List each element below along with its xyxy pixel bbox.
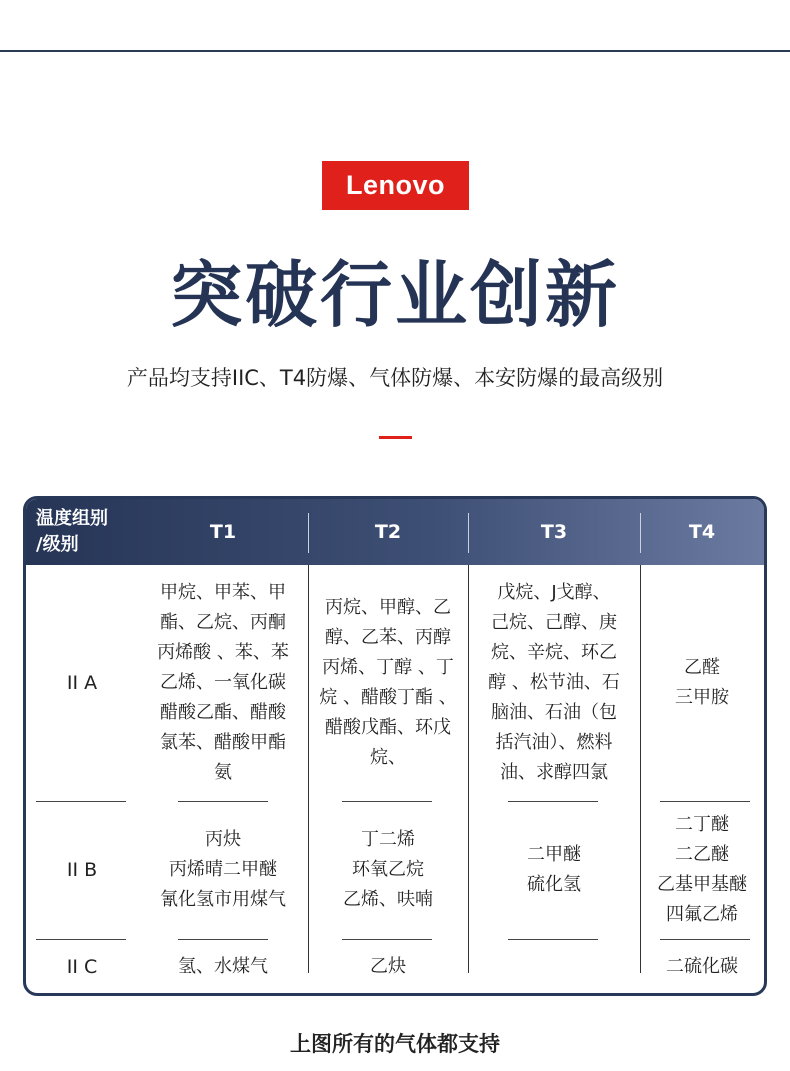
header-corner-line1: 温度组别 [36,508,108,529]
gas-line: 酯、乙烷、丙酮 [159,612,286,633]
cell-iic-t2 [308,939,468,995]
row-label-iia: II A [66,672,98,694]
gas-line: 丙烷、甲醇、乙 [324,597,451,618]
header-corner [26,499,138,565]
top-divider [0,50,790,52]
gas-line: 丁二烯 [361,829,415,850]
gas-line: 烷、辛烷、环乙 [490,642,617,663]
page-subtitle: 产品均支持IIC、T4防爆、气体防爆、本安防爆的最高级别 [126,366,664,390]
gas-line: 二乙醚 [675,844,729,865]
lenovo-logo [322,161,469,210]
table-header [26,499,764,565]
gas-line: 油、求醇四氯 [499,762,608,783]
cell-iib-t3 [468,801,640,939]
gas-line: 丙烯酸 、苯、苯 [157,642,289,663]
gas-line: 烷、 [369,747,406,768]
cell-iia-t2 [308,565,468,801]
cell-iia-t4 [640,565,764,801]
cell-iib-t1 [138,801,308,939]
gas-line: 己烷、己醇、庚 [490,612,617,633]
cell-iib-t2 [308,801,468,939]
gas-line: 戊烷、J戈醇、 [497,582,611,603]
row-label-iib: II B [66,859,98,881]
cell-iia-t3 [468,565,640,801]
header-t1: T1 [209,521,237,543]
page-title: 突破行业创新 [169,253,620,337]
gas-line: 二甲醚 [527,844,581,865]
gas-line: 氢、水煤气 [178,956,268,977]
gas-line: 氨 [213,762,232,783]
cell-iia-t1 [138,565,308,801]
gas-line: 丙烯晴二甲醚 [169,859,277,880]
gas-line: 醇 、松节油、石 [488,672,620,693]
gas-line: 二硫化碳 [666,956,738,977]
gas-line: 乙烯、一氧化碳 [159,672,286,693]
gas-line: 乙炔 [370,956,406,977]
gas-line: 醇、乙苯、丙醇 [324,627,451,648]
gas-line: 括汽油）、燃料 [495,732,613,753]
footer-note: 上图所有的气体都支持 [290,1032,500,1056]
accent-divider [379,436,412,439]
header-corner-line2: /级别 [36,534,79,555]
gas-line: 环氧乙烷 [352,859,424,880]
gas-line: 氰化氢市用煤气 [160,889,286,910]
cell-iib-t4 [640,801,764,939]
header-t4: T4 [688,521,716,543]
gas-line: 丙烯、丁醇 、丁 [322,657,454,678]
gas-line: 二丁醚 [675,814,729,835]
gas-line: 醋酸戊酯、环戊 [324,717,451,738]
cell-iic-t1 [138,939,308,995]
gas-line: 烷 、醋酸丁酯 、 [319,687,457,708]
gas-line: 甲烷、甲苯、甲 [159,582,286,603]
gas-line: 三甲胺 [675,687,729,708]
logo-text: Lenovo [345,170,445,200]
header-t2: T2 [374,521,402,543]
cell-iic-t3 [468,939,640,995]
gas-line: 丙炔 [205,829,241,850]
gas-line: 四氟乙烯 [666,904,738,925]
gas-line: 醋酸乙酯、醋酸 [159,702,286,723]
row-label-iic: II C [66,956,98,978]
gas-classification-table [23,496,767,996]
header-t3: T3 [540,521,568,543]
gas-line: 脑油、石油（包 [490,702,617,723]
gas-line: 氯苯、醋酸甲酯 [159,732,286,753]
gas-line: 乙基甲基醚 [657,874,747,895]
gas-line: 乙烯、呋喃 [343,889,433,910]
gas-line: 乙醛 [684,657,720,678]
cell-iic-t4 [640,939,764,995]
gas-line: 硫化氢 [527,874,581,895]
